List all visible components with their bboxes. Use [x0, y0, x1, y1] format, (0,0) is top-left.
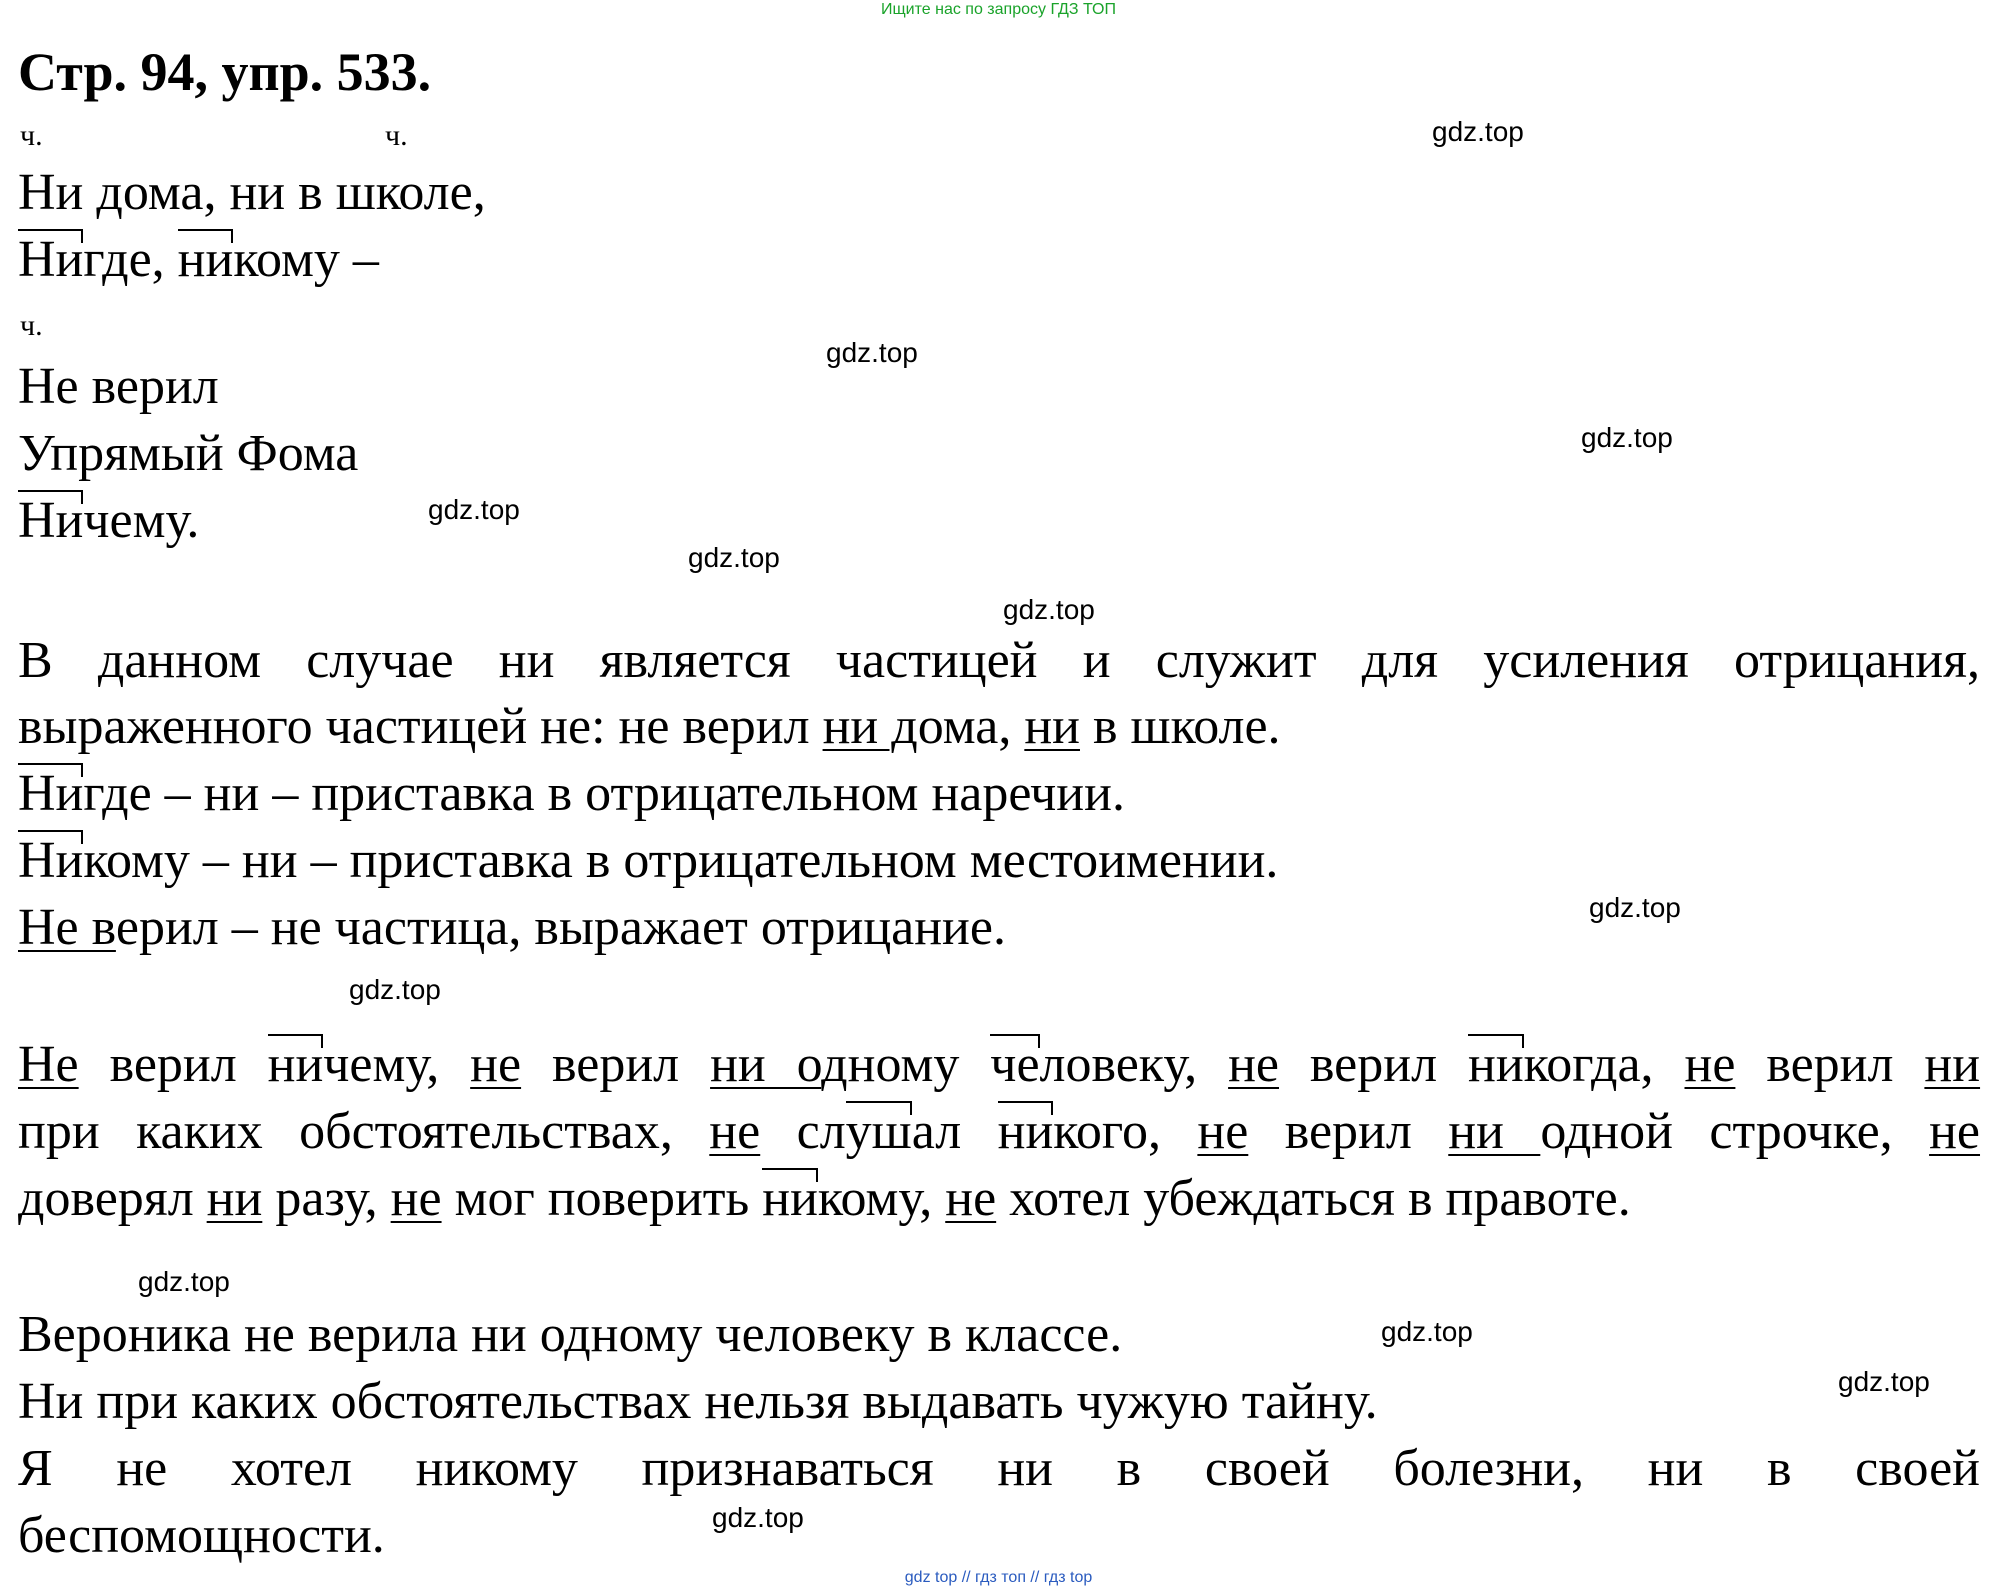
poem-line-2	[18, 227, 379, 293]
prefix-mark: Ни	[18, 227, 83, 293]
underlined-particle: ни д	[822, 698, 918, 755]
text: ловеку,	[1039, 1036, 1229, 1093]
examples-line-2	[18, 1099, 1980, 1165]
watermark: gdz.top	[712, 1502, 804, 1533]
explanation-line-4	[18, 828, 1278, 894]
prefix-mark: ни	[178, 227, 234, 293]
poem-text: чему.	[83, 492, 200, 549]
text: ерил – не частица, выражает отрицание.	[115, 899, 1006, 956]
underlined-particle: ни о	[710, 1036, 822, 1093]
text: верил	[78, 1036, 268, 1093]
particle-mark-1: ч.	[20, 119, 43, 152]
explanation-line-3	[18, 761, 1125, 827]
text: чему,	[323, 1036, 471, 1093]
watermark: gdz.top	[1589, 892, 1681, 923]
watermark: gdz.top	[1838, 1366, 1930, 1397]
examples-line-3	[18, 1166, 1631, 1232]
watermark: gdz.top	[349, 974, 441, 1005]
watermark: gdz.top	[1381, 1316, 1473, 1347]
underlined-particle: не	[390, 1170, 442, 1227]
prefix-mark: че	[990, 1032, 1039, 1098]
watermark: gdz.top	[428, 494, 520, 525]
poem-line-3: Не верил	[18, 358, 219, 415]
poem-text: где,	[83, 231, 178, 288]
explanation-line-2	[18, 694, 1281, 760]
sentence-4: беспомощности.	[18, 1507, 385, 1564]
underlined-particle: не	[945, 1170, 997, 1227]
poem-line-5	[18, 488, 199, 554]
text: кому – ни – приставка в отрицательном местоимении.	[83, 832, 1279, 889]
sentence-2: Ни при каких обстоятельствах нельзя выдавать чужую тайну.	[18, 1373, 1378, 1430]
underlined-particle: не	[470, 1036, 522, 1093]
poem-line-4: Упрямый Фома	[18, 425, 359, 482]
underlined-particle: ни	[1024, 698, 1080, 755]
text: верил	[521, 1036, 711, 1093]
explanation-line-1: В данном случае ни является частицей и служит для усиления отрицания,	[18, 632, 1980, 689]
underlined-particle: не	[1197, 1103, 1249, 1160]
top-note: Ищите нас по запросу ГДЗ ТОП	[881, 1, 1116, 18]
bottom-note: gdz top // гдз топ // гдз top	[904, 1569, 1093, 1586]
text: выраженного частицей не: не верил	[18, 698, 823, 755]
text: в школе.	[1079, 698, 1281, 755]
watermark: gdz.top	[138, 1266, 230, 1297]
particle-mark-2: ч.	[385, 119, 408, 152]
text: где – ни – приставка в отрицательном наречии.	[83, 765, 1125, 822]
sentence-1: Вероника не верила ни одному человеку в классе.	[18, 1306, 1123, 1363]
text: ома,	[917, 698, 1025, 755]
prefix-mark: Ни	[18, 761, 83, 827]
poem-text: кому –	[233, 231, 379, 288]
text: разу,	[262, 1170, 391, 1227]
watermark: gdz.top	[826, 337, 918, 368]
underlined-particle: ни	[1448, 1103, 1541, 1160]
prefix-mark: ни	[268, 1032, 324, 1098]
text: мог поверить	[441, 1170, 763, 1227]
text: при каких обстоятельствах,	[18, 1103, 710, 1160]
prefix-mark: ни	[998, 1099, 1054, 1165]
text: хотел убеждаться в правоте.	[996, 1170, 1631, 1227]
watermark: gdz.top	[1581, 422, 1673, 453]
text: кому,	[817, 1170, 946, 1227]
underlined-particle: не	[1684, 1036, 1736, 1093]
underlined-particle: не	[1228, 1036, 1279, 1093]
watermark: gdz.top	[1432, 116, 1524, 147]
underlined-particle: не	[709, 1103, 761, 1160]
explanation-line-5	[18, 895, 1006, 961]
watermark: gdz.top	[1003, 594, 1095, 625]
prefix-mark: Ни	[18, 488, 83, 554]
particle-mark-3: ч.	[20, 309, 43, 342]
underlined-particle: ни	[1924, 1036, 1981, 1093]
underlined-particle: Не	[18, 1036, 79, 1093]
prefix-mark: Ни	[18, 828, 83, 894]
text: кого,	[1053, 1103, 1198, 1160]
text: верил	[1735, 1036, 1925, 1093]
text: ал	[911, 1103, 998, 1160]
examples-line-1	[18, 1032, 1980, 1098]
underlined-particle: не	[1929, 1103, 1981, 1160]
watermark: gdz.top	[688, 542, 780, 573]
text: когда,	[1523, 1036, 1685, 1093]
text: верил	[1279, 1036, 1468, 1093]
text: доверял	[18, 1170, 207, 1227]
prefix-mark: ни	[762, 1166, 818, 1232]
prefix-mark: уш	[846, 1099, 912, 1165]
text: сл	[760, 1103, 846, 1160]
underlined-particle: Не в	[18, 899, 116, 956]
text: дному	[821, 1036, 991, 1093]
sentence-3: Я не хотел никому признаваться ни в своей болезни, ни в своей	[18, 1440, 1980, 1497]
underlined-particle: ни	[206, 1170, 263, 1227]
text: верил	[1248, 1103, 1449, 1160]
text: одной строчке,	[1540, 1103, 1930, 1160]
poem-line-1: Ни дома, ни в школе,	[18, 164, 486, 221]
page-title: Стр. 94, упр. 533.	[18, 42, 432, 102]
prefix-mark: ни	[1468, 1032, 1524, 1098]
